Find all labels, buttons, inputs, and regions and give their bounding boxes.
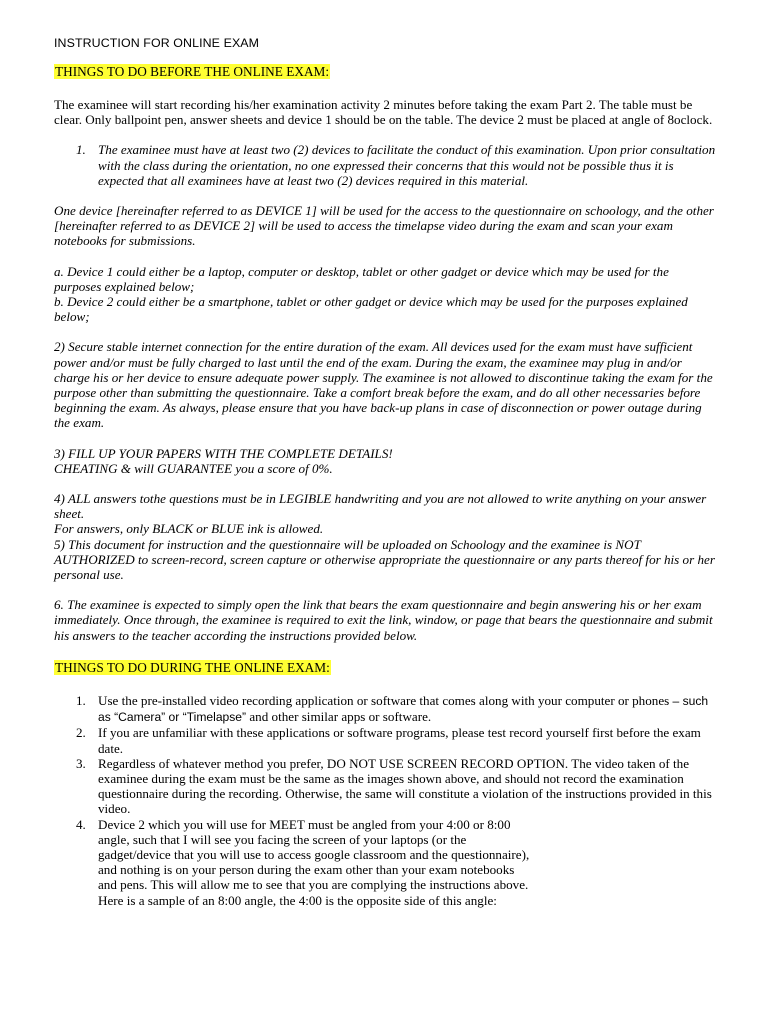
during-item-1 [54,693,716,725]
during-item-3-text: Regardless of whatever method you prefer, DO NOT USE SCREEN RECORD OPTION. The video taken of the examinee during the exam must be the same as the images shown above, and should not record the examination questionnaire during the recording. Otherwise, the same will constitute a violation of the instructions provided in this video. [98,755,712,817]
section-before-heading [54,63,716,81]
during-item-1-text-a: Use the pre-installed video recording application or software that comes along with your computer or phones [98,692,673,708]
during-item-4-number: 4. [76,816,86,832]
document-title: INSTRUCTION FOR ONLINE EXAM [54,36,260,50]
before-item-1-number: 1. [76,142,86,158]
document-page [54,36,716,908]
during-item-4-line: and nothing is on your person during the exam other than your exam notebooks [98,862,515,878]
during-item-4-line: and pens. This will allow me to see that you are complying the instructions above. [98,877,529,893]
item-4-line-2: For answers, only BLACK or BLUE ink is allowed. [54,521,324,537]
during-item-1-text-b: and other similar apps or software. [246,709,432,725]
device-b-paragraph: b. Device 2 could either be a smartphone, tablet or other gadget or device which may be used for the purposes explained below; [54,294,688,325]
section-before-heading-text: THINGS TO DO BEFORE THE ONLINE EXAM: [55,64,330,79]
item-3-line-1: 3) FILL UP YOUR PAPERS WITH THE COMPLETE DETAILS! [54,445,393,461]
during-list [54,693,716,908]
before-item-1-text: The examinee must have at least two (2) devices to facilitate the conduct of this examination. Upon prior consultation with the class during the orientation, no one expressed their concerns that this would not be possible thus it is expected that all examinees have at least two (2) devices required in this material. [98,142,716,188]
before-item-1 [54,142,716,188]
item-5-paragraph: 5) This document for instruction and the questionnaire will be uploaded on Schoology and the examinee is NOT AUTHORIZED to screen-record, screen capture or otherwise appropriate the questionnaire or any parts thereof for his or her personal use. [54,536,715,583]
before-list [54,142,716,188]
during-item-2-text: If you are unfamiliar with these applications or software programs, please test record yourself first before the exam date. [98,725,701,756]
during-item-2 [54,725,716,755]
section-during-heading-text: THINGS TO DO DURING THE ONLINE EXAM: [55,659,330,675]
item-2-paragraph: 2) Secure stable internet connection for the entire duration of the exam. All devices used for the exam must have sufficient power and/or must be fully charged to last until the end of the exam. During the exam, the examinee may plug in and/or charge his or her device to ensure adequate power supply. The examinee is not allowed to discontinue taking the exam for the purpose other than submitting the questionnaire. Take a comfort break before the exam, and do all other necessaries before beginning the exam. As always, please ensure that you have back-up plans in case of disconnection or power outage during the exam. [54,339,713,431]
during-item-1-number: 1. [76,692,86,708]
during-item-2-number: 2. [76,725,86,741]
during-item-4-line: Device 2 which you will use for MEET must be angled from your 4:00 or 8:00 [98,816,511,832]
during-item-3-number: 3. [76,755,86,771]
item-6-paragraph: 6. The examinee is expected to simply open the link that bears the exam questionnaire and begin answering his or her exam immediately. Once through, the examinee is required to exit the link, window, or page that bears the questionnaire and submit his answers to the teacher according the instructions provided below. [54,597,713,643]
during-item-4-line: angle, such that I will see you facing the screen of your laptops (or the [98,831,467,847]
during-item-3 [54,756,716,817]
item-3-line-2: CHEATING & will GUARANTEE you a score of 0%. [54,460,333,476]
devices-paragraph: One device [hereinafter referred to as DEVICE 1] will be used for the access to the questionnaire on schoology, and the other [hereinafter referred to as DEVICE 2] will be used to access the timelapse video during the exam and scan your exam notebooks for submissions. [54,203,714,249]
during-item-4 [54,817,716,908]
during-item-4-line: gadget/device that you will use to access google classroom and the questionnaire), [98,846,530,862]
during-item-4-line: Here is a sample of an 8:00 angle, the 4:00 is the opposite side of this angle: [98,892,497,908]
section-during-heading [54,659,716,677]
item-4-line-1: 4) ALL answers tothe questions must be in LEGIBLE handwriting and you are not allowed to write anything on your answer sheet. [54,491,707,522]
during-item-1-examples: – such as “Camera” or “Timelapse” [98,693,709,725]
device-a-paragraph: a. Device 1 could either be a laptop, computer or desktop, tablet or other gadget or device which may be used for the purposes explained below; [54,263,669,294]
intro-paragraph: The examinee will start recording his/her examination activity 2 minutes before taking the exam Part 2. The table must be clear. Only ballpoint pen, answer sheets and device 1 should be on the table. The device 2 must be placed at angle of 8oclock. [54,97,713,128]
